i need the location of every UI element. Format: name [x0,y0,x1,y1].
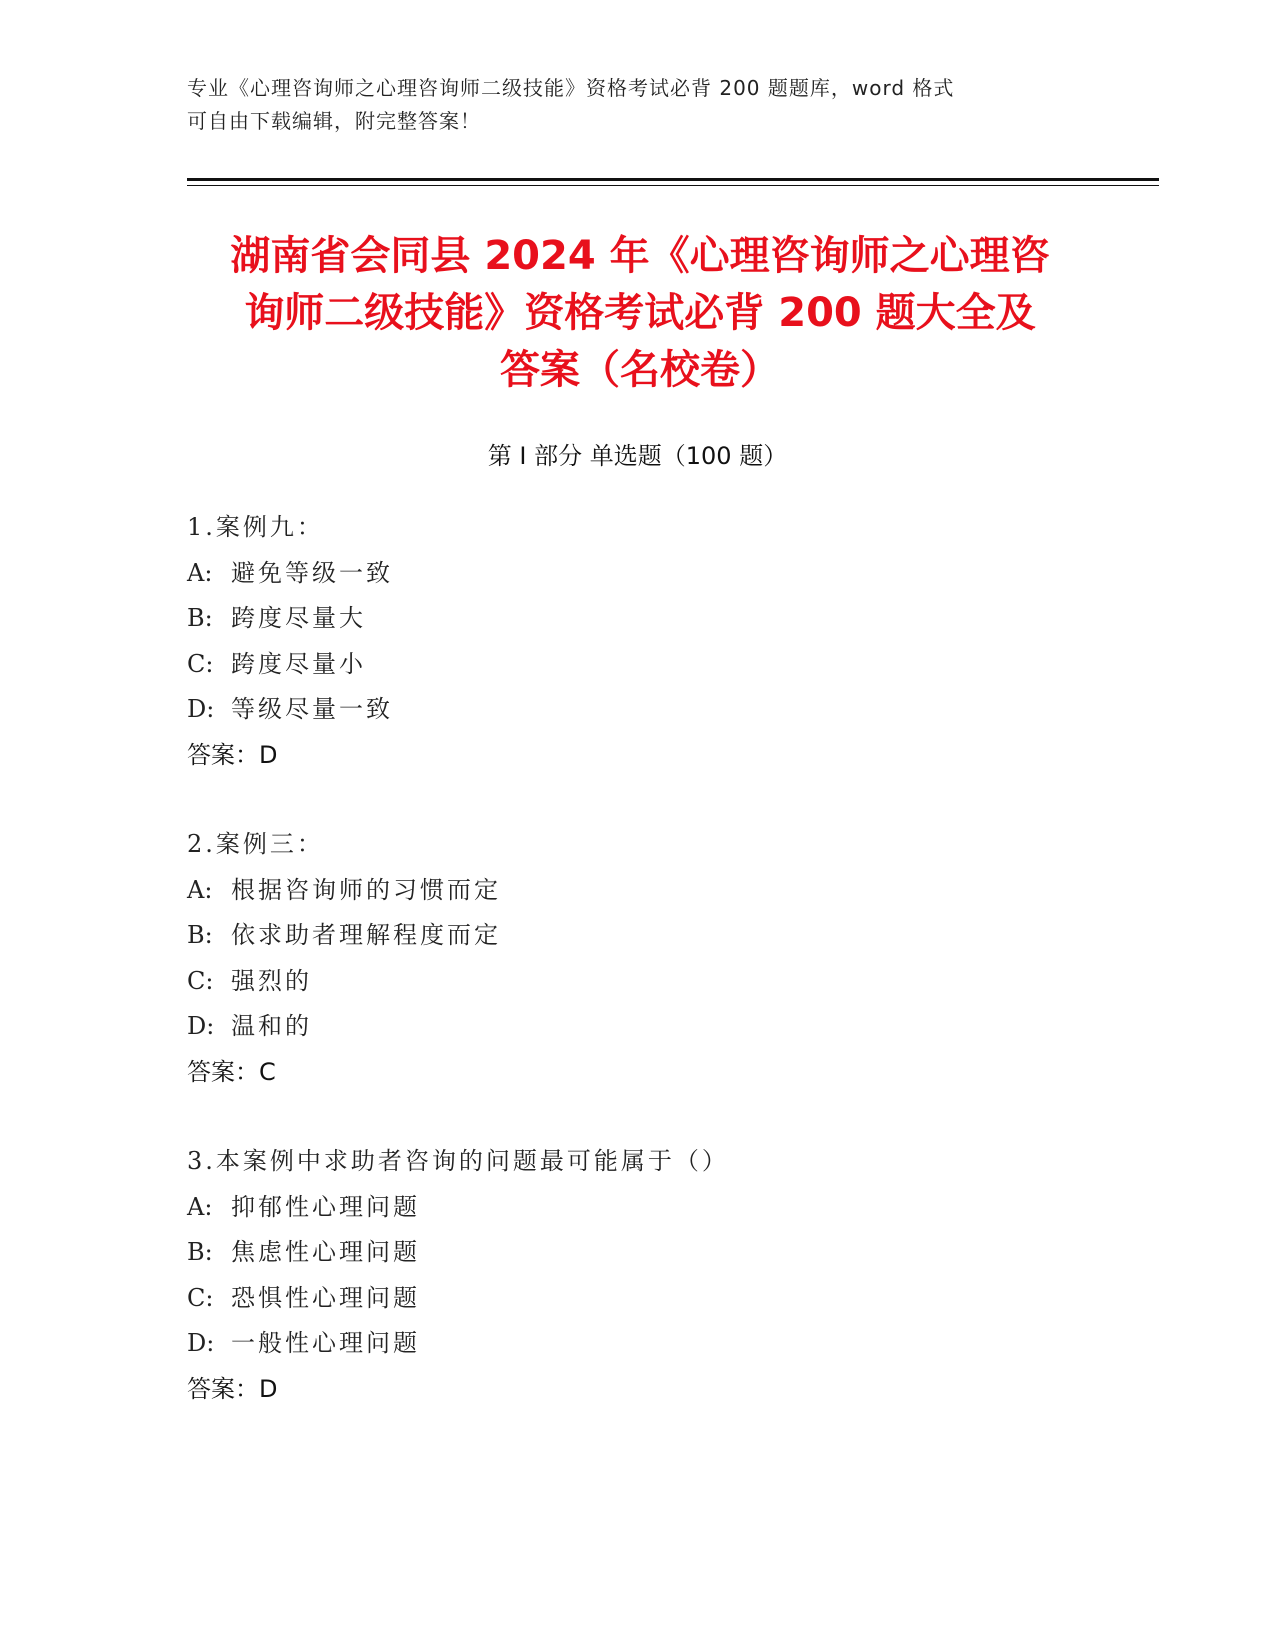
header-note-line-1: 专业《心理咨询师之心理咨询师二级技能》资格考试必背 200 题题库，word 格式 [187,76,955,100]
option-letter: D: [187,1329,215,1357]
option-b [187,596,1087,642]
question-stem: 3.本案例中求助者咨询的问题最可能属于（） [187,1147,729,1175]
option-c [187,1276,1087,1322]
option-a [187,1185,1087,1231]
option-b [187,1230,1087,1276]
option-letter: C: [187,966,214,995]
header-note [187,72,1087,138]
option-text: 抑郁性心理问题 [231,1192,420,1221]
document-title-line-2: 询师二级技能》资格考试必背 200 题大全及 [244,290,1036,336]
option-text: 跨度尽量大 [231,604,366,632]
question-stem: 2.案例三： [187,830,324,858]
option-letter: C: [187,1283,214,1312]
option-d [187,1321,1087,1367]
option-text: 避免等级一致 [231,558,393,587]
option-b [187,913,1087,959]
option-letter: A: [187,558,213,587]
section-heading: 第 I 部分 单选题（100 题） [487,442,788,470]
option-letter: B: [187,1238,213,1266]
option-a [187,868,1087,914]
header-divider-thin [187,185,1159,186]
option-d [187,687,1087,733]
option-text: 跨度尽量小 [231,649,366,678]
option-letter: C: [187,649,214,678]
option-letter: D: [187,1012,215,1040]
question-stem: 1.案例九： [187,513,324,541]
option-a [187,551,1087,597]
question-3 [187,1139,1087,1412]
option-letter: A: [187,1192,213,1221]
header-note-line-2: 可自由下载编辑，附完整答案！ [187,109,481,133]
answer-line: 答案：C [187,1057,276,1086]
option-text: 焦虑性心理问题 [231,1238,420,1266]
header-divider-thick [187,178,1159,181]
option-text: 强烈的 [231,966,312,995]
option-letter: A: [187,875,213,904]
option-text: 一般性心理问题 [231,1329,420,1357]
question-2 [187,822,1087,1095]
option-text: 依求助者理解程度而定 [231,921,501,949]
document-title-line-3: 答案（名校卷） [500,347,780,393]
option-text: 恐惧性心理问题 [231,1283,420,1312]
option-c [187,642,1087,688]
answer-line: 答案：D [187,740,278,769]
option-text: 温和的 [231,1012,312,1040]
document-title-line-1: 湖南省会同县 2024 年《心理咨询师之心理咨 [230,233,1050,279]
option-letter: D: [187,695,215,723]
option-text: 等级尽量一致 [231,695,393,723]
document-title [160,228,1120,399]
option-d [187,1004,1087,1050]
answer-line: 答案：D [187,1374,278,1403]
option-c [187,959,1087,1005]
option-letter: B: [187,921,213,949]
question-1 [187,505,1087,778]
option-text: 根据咨询师的习惯而定 [231,875,501,904]
option-letter: B: [187,604,213,632]
